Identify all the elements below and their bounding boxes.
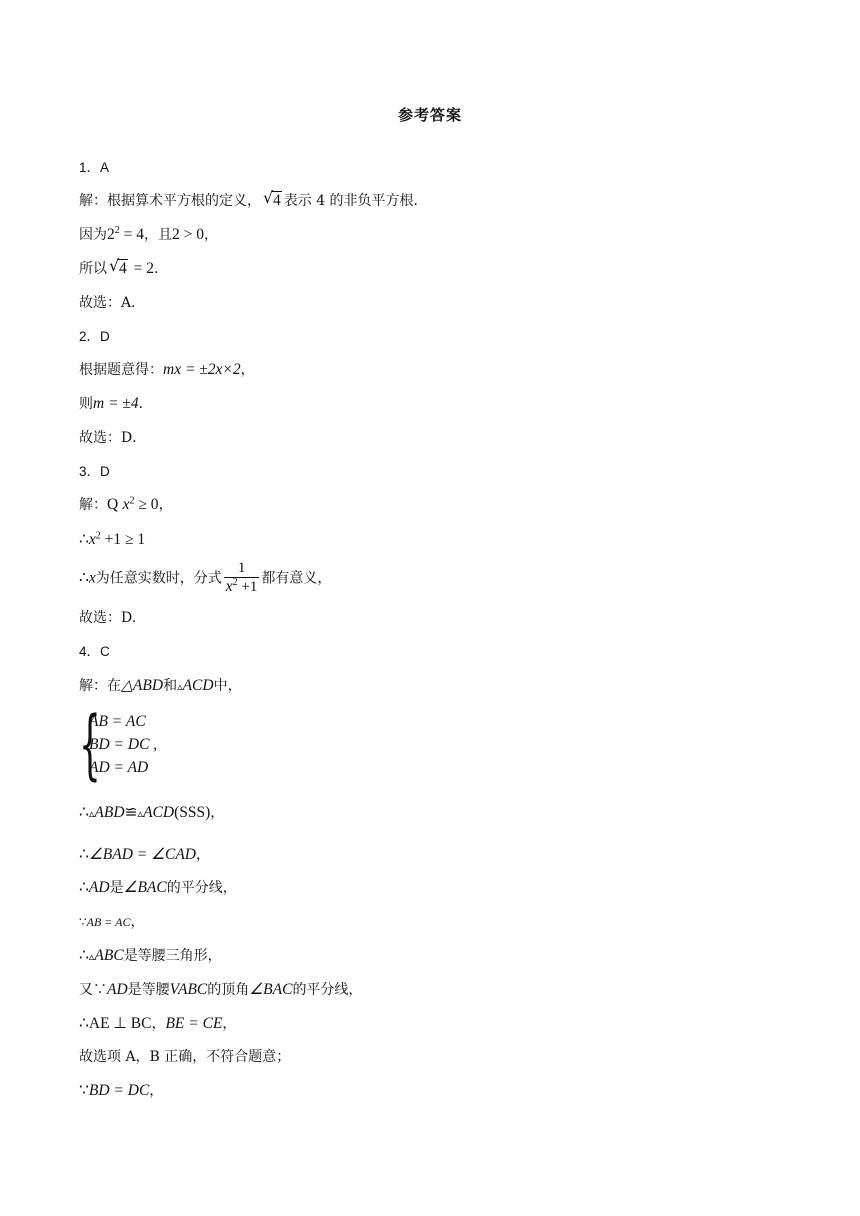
q4-line7: 又∵AD是等腰VABC的顶角∠BAC的平分线， bbox=[79, 981, 363, 998]
q4-answer: 4．C bbox=[79, 644, 110, 659]
system-row: AB = AC bbox=[89, 713, 146, 730]
q1-answer: 1．A bbox=[79, 160, 110, 175]
q3-line2: $\therefore x^2 +1 \ge 1$ bbox=[79, 530, 146, 548]
q2-line1: 根据题意得：mx = ±2x×2， bbox=[79, 361, 255, 378]
system-row: BD = DC , bbox=[89, 736, 158, 753]
q3-line1: 解：Q $x^2 \ge 0$， bbox=[79, 495, 173, 513]
q4-line4: ∴AD是∠BAC的平分线， bbox=[79, 879, 237, 896]
triangle-icon: ▵ bbox=[88, 950, 95, 963]
triangle-icon: ▵ bbox=[177, 680, 183, 693]
q4-line10: ∵BD = DC， bbox=[79, 1082, 164, 1099]
q1-line2: 因为$2^2 = 4$，且2 > 0， bbox=[79, 224, 218, 243]
q3-line3: ∴x为任意实数时，分式 $\frac{1}{x^2 +1}$ 都有意义， bbox=[79, 560, 332, 595]
triangle-icon: ▵ bbox=[137, 807, 144, 820]
triangle-icon: ▵ bbox=[88, 807, 95, 820]
q1-line3: 所以 √ 4 = 2． bbox=[79, 256, 168, 277]
q4-line8: ∴AE ⊥ BC，BE = CE， bbox=[79, 1015, 237, 1032]
q2-conclusion: 故选：D． bbox=[79, 430, 147, 446]
q1-line1: 解：根据算术平方根的定义， √ 4 表示 4 的非负平方根． bbox=[79, 188, 428, 209]
q3-conclusion: 故选：D. bbox=[79, 610, 137, 626]
q4-line2: ∴▵ABD≌▵ACD(SSS)， bbox=[79, 804, 225, 821]
q1-conclusion: 故选：A． bbox=[79, 295, 146, 311]
q2-answer: 2．D bbox=[79, 329, 110, 344]
q4-line5: ∵AB = AC， bbox=[79, 914, 145, 930]
sqrt-symbol: √ 4 bbox=[263, 188, 281, 209]
q4-line1: 解：在△ABD和▵ACD中， bbox=[79, 677, 242, 694]
page-title: 参考答案 bbox=[397, 106, 462, 124]
q3-answer: 3．D bbox=[79, 464, 110, 479]
fraction: $\frac{1}{x^2 +1}$ bbox=[225, 560, 258, 595]
left-brace-icon: { bbox=[79, 699, 101, 788]
q4-line6: ∴▵ABC是等腰三角形， bbox=[79, 947, 222, 964]
q4-line3: ∴∠BAD = ∠CAD， bbox=[79, 846, 211, 863]
q2-line2: 则m = ±4． bbox=[79, 395, 153, 412]
system-row: AD = AD bbox=[89, 759, 149, 776]
sqrt-symbol: √ 4 bbox=[109, 256, 127, 277]
q4-line9: 故选项 A，B 正确，不符合题意； bbox=[79, 1049, 291, 1065]
